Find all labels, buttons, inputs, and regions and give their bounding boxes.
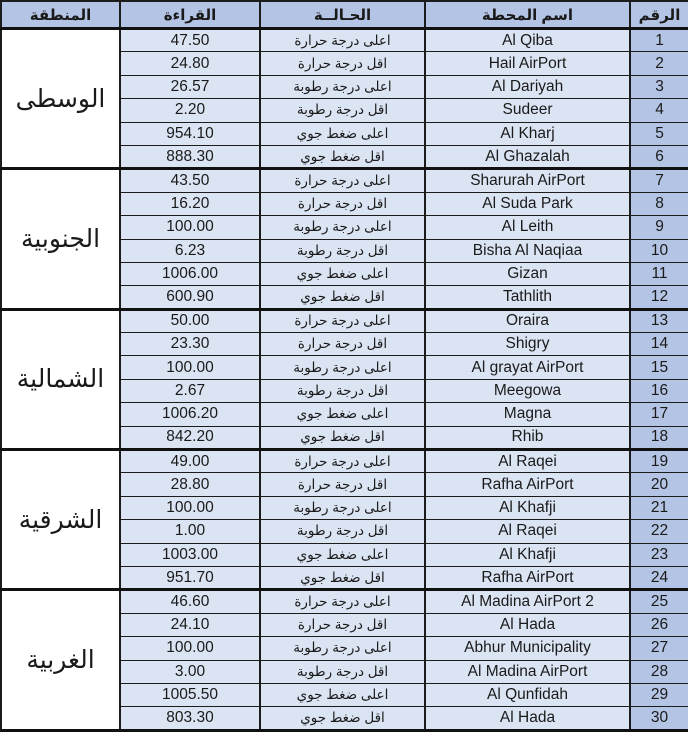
status-cell: اقل ضغط جوي	[260, 707, 425, 730]
row-number-cell: 16	[630, 379, 688, 402]
row-number-cell: 29	[630, 683, 688, 706]
reading-cell: 2.67	[120, 379, 260, 402]
row-number-cell: 24	[630, 566, 688, 589]
reading-cell: 888.30	[120, 145, 260, 168]
status-cell: اعلى ضغط جوي	[260, 122, 425, 145]
station-name-cell: Al Khafji	[425, 543, 630, 566]
status-cell: اقل ضغط جوي	[260, 145, 425, 168]
table-row	[1, 590, 688, 613]
reading-cell: 100.00	[120, 216, 260, 239]
table-row	[1, 309, 688, 332]
station-name-cell: Tathlith	[425, 286, 630, 309]
reading-cell: 842.20	[120, 426, 260, 449]
header-station-name: اسم المحطة	[425, 1, 630, 29]
reading-cell: 3.00	[120, 660, 260, 683]
row-number-cell: 10	[630, 239, 688, 262]
status-cell: اقل ضغط جوي	[260, 566, 425, 589]
station-name-cell: Oraira	[425, 309, 630, 332]
status-cell: اقل درجة رطوبة	[260, 660, 425, 683]
status-cell: اعلى ضغط جوي	[260, 403, 425, 426]
header-reading: القراءة	[120, 1, 260, 29]
reading-cell: 16.20	[120, 192, 260, 215]
table-row	[1, 169, 688, 192]
reading-cell: 100.00	[120, 496, 260, 519]
status-cell: اقل درجة حرارة	[260, 473, 425, 496]
status-cell: اقل درجة حرارة	[260, 613, 425, 636]
row-number-cell: 3	[630, 75, 688, 98]
reading-cell: 6.23	[120, 239, 260, 262]
station-name-cell: Al Qiba	[425, 29, 630, 52]
status-cell: اعلى ضغط جوي	[260, 683, 425, 706]
reading-cell: 951.70	[120, 566, 260, 589]
row-number-cell: 26	[630, 613, 688, 636]
row-number-cell: 14	[630, 333, 688, 356]
station-name-cell: Al Hada	[425, 707, 630, 730]
reading-cell: 100.00	[120, 356, 260, 379]
reading-cell: 23.30	[120, 333, 260, 356]
reading-cell: 26.57	[120, 75, 260, 98]
status-cell: اعلى درجة حرارة	[260, 169, 425, 192]
station-name-cell: Rafha AirPort	[425, 566, 630, 589]
status-cell: اقل درجة حرارة	[260, 333, 425, 356]
row-number-cell: 11	[630, 262, 688, 285]
status-cell: اقل ضغط جوي	[260, 286, 425, 309]
station-name-cell: Sharurah AirPort	[425, 169, 630, 192]
station-name-cell: Al Madina AirPort 2	[425, 590, 630, 613]
header-status: الحـالــة	[260, 1, 425, 29]
reading-cell: 46.60	[120, 590, 260, 613]
station-name-cell: Shigry	[425, 333, 630, 356]
reading-cell: 50.00	[120, 309, 260, 332]
row-number-cell: 18	[630, 426, 688, 449]
row-number-cell: 5	[630, 122, 688, 145]
status-cell: اقل درجة رطوبة	[260, 520, 425, 543]
station-name-cell: Al grayat AirPort	[425, 356, 630, 379]
status-cell: اعلى درجة رطوبة	[260, 637, 425, 660]
reading-cell: 100.00	[120, 637, 260, 660]
station-name-cell: Al Hada	[425, 613, 630, 636]
status-cell: اقل درجة رطوبة	[260, 379, 425, 402]
row-number-cell: 30	[630, 707, 688, 730]
reading-cell: 803.30	[120, 707, 260, 730]
row-number-cell: 17	[630, 403, 688, 426]
row-number-cell: 28	[630, 660, 688, 683]
station-name-cell: Meegowa	[425, 379, 630, 402]
region-cell: الجنوبية	[1, 169, 120, 309]
region-cell: الغربية	[1, 590, 120, 730]
reading-cell: 1006.20	[120, 403, 260, 426]
reading-cell: 1006.00	[120, 262, 260, 285]
reading-cell: 2.20	[120, 99, 260, 122]
reading-cell: 49.00	[120, 450, 260, 473]
station-name-cell: Al Kharj	[425, 122, 630, 145]
station-name-cell: Abhur Municipality	[425, 637, 630, 660]
reading-cell: 24.80	[120, 52, 260, 75]
status-cell: اعلى درجة حرارة	[260, 309, 425, 332]
table-row	[1, 29, 688, 52]
row-number-cell: 6	[630, 145, 688, 168]
row-number-cell: 2	[630, 52, 688, 75]
station-name-cell: Al Dariyah	[425, 75, 630, 98]
row-number-cell: 19	[630, 450, 688, 473]
status-cell: اعلى درجة حرارة	[260, 29, 425, 52]
status-cell: اعلى ضغط جوي	[260, 543, 425, 566]
status-cell: اقل درجة رطوبة	[260, 99, 425, 122]
row-number-cell: 13	[630, 309, 688, 332]
row-number-cell: 22	[630, 520, 688, 543]
row-number-cell: 15	[630, 356, 688, 379]
station-name-cell: Rafha AirPort	[425, 473, 630, 496]
status-cell: اقل درجة حرارة	[260, 52, 425, 75]
status-cell: اعلى درجة حرارة	[260, 590, 425, 613]
status-cell: اعلى درجة رطوبة	[260, 496, 425, 519]
station-name-cell: Al Madina AirPort	[425, 660, 630, 683]
reading-cell: 1005.50	[120, 683, 260, 706]
reading-cell: 1003.00	[120, 543, 260, 566]
status-cell: اقل درجة حرارة	[260, 192, 425, 215]
station-name-cell: Sudeer	[425, 99, 630, 122]
reading-cell: 954.10	[120, 122, 260, 145]
row-number-cell: 21	[630, 496, 688, 519]
header-number: الرقم	[630, 1, 688, 29]
row-number-cell: 12	[630, 286, 688, 309]
station-name-cell: Gizan	[425, 262, 630, 285]
station-name-cell: Magna	[425, 403, 630, 426]
reading-cell: 600.90	[120, 286, 260, 309]
row-number-cell: 9	[630, 216, 688, 239]
row-number-cell: 1	[630, 29, 688, 52]
station-name-cell: Rhib	[425, 426, 630, 449]
station-name-cell: Al Raqei	[425, 450, 630, 473]
row-number-cell: 20	[630, 473, 688, 496]
station-name-cell: Al Suda Park	[425, 192, 630, 215]
row-number-cell: 7	[630, 169, 688, 192]
status-cell: اعلى ضغط جوي	[260, 262, 425, 285]
reading-cell: 24.10	[120, 613, 260, 636]
status-cell: اعلى درجة حرارة	[260, 450, 425, 473]
region-cell: الوسطى	[1, 29, 120, 169]
status-cell: اعلى درجة رطوبة	[260, 216, 425, 239]
table-body	[1, 29, 688, 731]
station-name-cell: Al Raqei	[425, 520, 630, 543]
status-cell: اعلى درجة رطوبة	[260, 75, 425, 98]
reading-cell: 1.00	[120, 520, 260, 543]
station-name-cell: Al Leith	[425, 216, 630, 239]
row-number-cell: 27	[630, 637, 688, 660]
reading-cell: 28.80	[120, 473, 260, 496]
status-cell: اقل درجة رطوبة	[260, 239, 425, 262]
reading-cell: 43.50	[120, 169, 260, 192]
row-number-cell: 25	[630, 590, 688, 613]
station-name-cell: Al Ghazalah	[425, 145, 630, 168]
station-name-cell: Hail AirPort	[425, 52, 630, 75]
station-name-cell: Bisha Al Naqiaa	[425, 239, 630, 262]
status-cell: اقل ضغط جوي	[260, 426, 425, 449]
row-number-cell: 23	[630, 543, 688, 566]
station-name-cell: Al Khafji	[425, 496, 630, 519]
row-number-cell: 8	[630, 192, 688, 215]
region-cell: الشمالية	[1, 309, 120, 449]
header-region: المنطقة	[1, 1, 120, 29]
row-number-cell: 4	[630, 99, 688, 122]
station-name-cell: Al Qunfidah	[425, 683, 630, 706]
region-cell: الشرقية	[1, 450, 120, 590]
status-cell: اعلى درجة رطوبة	[260, 356, 425, 379]
header-row	[1, 1, 688, 29]
table-row	[1, 450, 688, 473]
reading-cell: 47.50	[120, 29, 260, 52]
